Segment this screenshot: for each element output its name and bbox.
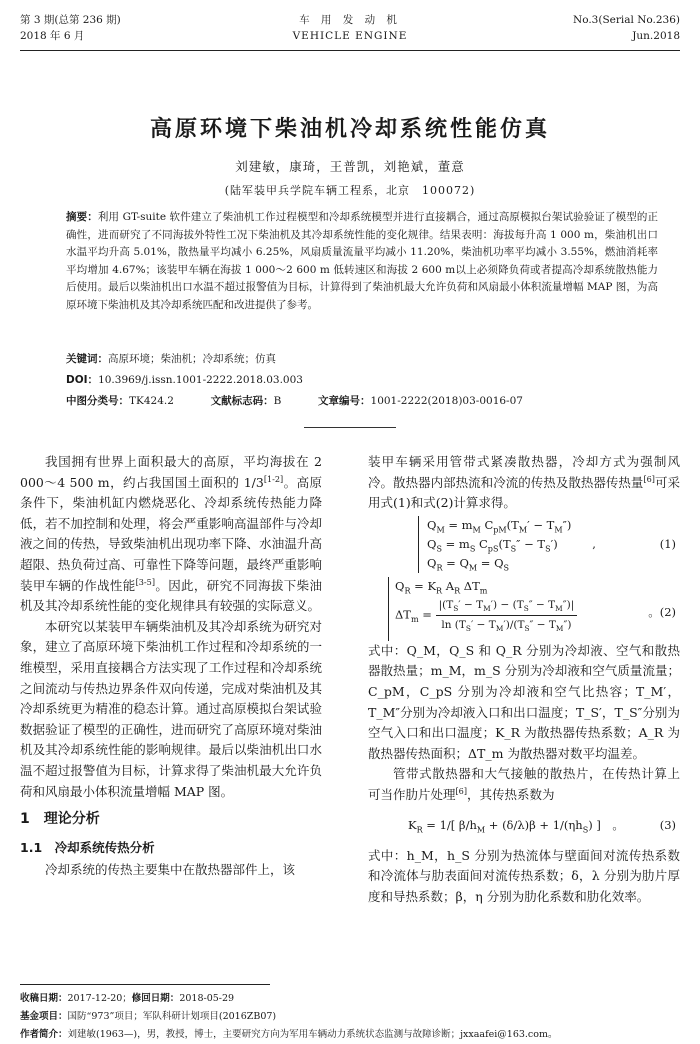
eq1-line-3: $Q_R = Q_M = Q_S$	[427, 555, 510, 573]
eq1-line-2: $Q_S = m_S$ $C_{pS}(T_S'' - T_S')$ ,	[427, 536, 596, 554]
eq1-line-1: $Q_M = m_M$ $C_{pM}(T_M' - T_M'')$	[427, 517, 572, 535]
header-right	[573, 12, 680, 44]
eq3-body: $K_R = 1/$[ $\beta/h_M + (\delta/\lambda)\beta + 1/(\eta h_S)$ ] 。	[408, 817, 624, 834]
abstract	[66, 209, 658, 315]
equation-2	[388, 577, 680, 641]
right-paragraph-4: 式中：h_M，h_S 分别为热流体与壁面间对流传热系数和冷流体与肋表面间对流传热系数；δ，λ 分别为肋片厚度和导热系数；β，η 分别为肋化系数和肋化效率。	[368, 847, 680, 904]
equation-3-number: (3)	[659, 817, 676, 832]
footnote-divider	[20, 984, 270, 985]
keywords-text: 高原环境；柴油机；冷却系统；仿真	[108, 353, 276, 365]
doc-code-value: B	[273, 395, 282, 407]
section-heading-1: 1 理论分析	[20, 811, 100, 828]
right-column	[368, 452, 680, 907]
classification	[66, 393, 523, 409]
doi	[66, 372, 303, 388]
journal-name-cn: 车 用 发 动 机	[299, 14, 401, 26]
right-paragraph-1: 装甲车辆采用管带式紧凑散热器，冷却方式为强制风冷。散热器内部热流和冷流的传热及散热器传热量[6]可采用式(1)和式(2)计算求得。	[368, 454, 680, 511]
equation-1-number: (1)	[659, 536, 676, 551]
issue-number: 第 3 期(总第 236 期)	[20, 14, 121, 26]
abstract-text: 利用 GT-suite 软件建立了柴油机工作过程模型和冷却系统模型并进行直接耦合，通过高原模拟台架试验验证了模型的正确性，进而研究了不同海拔外特性工况下柴油机及其冷却系统性能的变化规律。结果表明：海拔每升高 1 000 m，柴油机出口水温平均升高 5.01%，散热量平均减小 6.25%，风扇质量流量平均减小 11.20%，柴油机功率平均减小 3.55%，燃油消耗率平均增加 4.67%；该装甲车辆在海拔 1 000～2 600 m 低转速区和海拔 2 600 m以上必须降负荷或者提高冷却系统散热能力后使用。最后以柴油机出口水温不超过报警值为目标，计算得到了柴油机最大允许负荷和风扇最小体积流量增幅 MAP 图，为高原环境下柴油机及其冷却系统匹配和改进提供了参考。	[66, 211, 659, 311]
doc-code-label: 文献标志码：	[210, 395, 274, 407]
journal-name-en: VEHICLE ENGINE	[292, 30, 408, 42]
paper-title: 高原环境下柴油机冷却系统性能仿真	[149, 117, 550, 142]
abstract-divider	[304, 427, 396, 428]
footnote-dates: 收稿日期：2017-12-20；修回日期：2018-05-29	[20, 993, 235, 1004]
section-1-1-paragraph: 冷却系统的传热主要集中在散热器部件上，该	[45, 862, 296, 878]
article-number-value: 1001-2222(2018)03-0016-07	[370, 395, 523, 407]
footnote	[20, 990, 680, 1044]
intro-paragraph-2: 本研究以某装甲车辆柴油机及其冷却系统为研究对象，建立了高原环境下柴油机工作过程和冷却系统的一维模型，采用直接耦合方法实现了工作过程和冷却系统之间流动与传热边界条件双向传递，完成对柴油机及其冷却系统更为精准的稳态计算。通过高原模拟台架试验数据验证了模型的正确性，进而研究了高原环境对柴油机及其冷却系统性能的影响规律。最后以柴油机出口水温不超过报警值为目标，计算求得了柴油机最大允许负荷和风扇最小体积流量增幅 MAP 图。	[20, 618, 322, 799]
section-heading-1-1: 1.1 冷却系统传热分析	[20, 840, 155, 856]
header-divider	[20, 50, 680, 51]
abstract-label: 摘要：	[66, 211, 98, 223]
citation-3-5: [3-5]	[135, 576, 155, 587]
citation-6b: [6]	[455, 785, 468, 796]
intro-paragraph-1: 我国拥有世界上面积最大的高原，平均海拔在 2 000～4 500 m，约占我国国土面积的 1/3[1-2]。高原条件下，柴油机缸内燃烧恶化、冷却系统传热能力降低，若不加控制和处理，将会严重影响高温部件与冷却液之间的传热，导致柴油机出现功率下降、水油温升高超限、热负荷过高、可靠性下降等问题，最终严重影响装甲车辆的作战性能[3-5]。因此，研究不同海拔下柴油机及其冷却系统性能的变化规律具有较强的实际意义。	[20, 454, 322, 614]
left-column	[20, 452, 322, 881]
citation-1-2: [1-2]	[263, 473, 284, 484]
doi-text: 10.3969/j.issn.1001-2222.2018.03.003	[98, 374, 303, 386]
doi-label: DOI：	[66, 374, 99, 386]
clc-label: 中图分类号：	[66, 395, 129, 407]
citation-6: [6]	[643, 473, 655, 484]
footnote-funding: 基金项目：国防“973”项目；军队科研计划项目(2016ZB07)	[20, 1011, 277, 1022]
eq2-line-1: $Q_R = K_R$ $A_R$ $\Delta T_m$	[395, 578, 488, 596]
footnote-author: 作者简介：刘建敏(1963—)，男，教授，博士，主要研究方向为军用车辆动力系统状态监测与故障诊断；jxxaafei@163.com。	[20, 1029, 558, 1040]
right-paragraph-3: 管带式散热器和大气接触的散热片，在传热计算上可当作肋片处理[6]，其传热系数为	[368, 766, 680, 802]
issue-number-en: No.3(Serial No.236)	[573, 14, 680, 26]
clc-value: TK424.2	[129, 395, 174, 407]
equation-2-number: 。(2)	[648, 604, 676, 619]
affiliation: (陆军装甲兵学院车辆工程系，北京 100072)	[224, 184, 476, 197]
keywords-label: 关键词：	[66, 353, 108, 365]
issue-date-en: Jun.2018	[632, 30, 680, 42]
author-list: 刘建敏，康琦，王普凯，刘艳斌，董意	[235, 159, 465, 174]
equation-1	[418, 516, 680, 573]
eq2-line-2: $\Delta T_m$ = $\frac{|(T_S' - T_M') - (T_S'' - T_M'')|}{\ln (T_S' - T_M')/(T_S'' - T_M'')}$	[395, 596, 680, 635]
issue-date: 2018 年 6 月	[20, 30, 85, 42]
article-number-label: 文章编号：	[318, 395, 371, 407]
keywords	[66, 351, 276, 367]
equation-3	[408, 810, 680, 842]
running-header	[20, 12, 680, 48]
right-paragraph-2: 式中：Q_M，Q_S 和 Q_R 分别为冷却液、空气和散热器散热量；m_M，m_S 分别为冷却液和空气质量流量；C_pM，C_pS 分别为冷却液和空气比热容；T_M′，T_M″分别为冷却液入口和出口温度；T_S′，T_S″分别为空气入口和出口温度；K_R 为散热器传热系数；A_R 为散热器传热面积；ΔT_m 为散热器对数平均温差。	[368, 642, 680, 761]
